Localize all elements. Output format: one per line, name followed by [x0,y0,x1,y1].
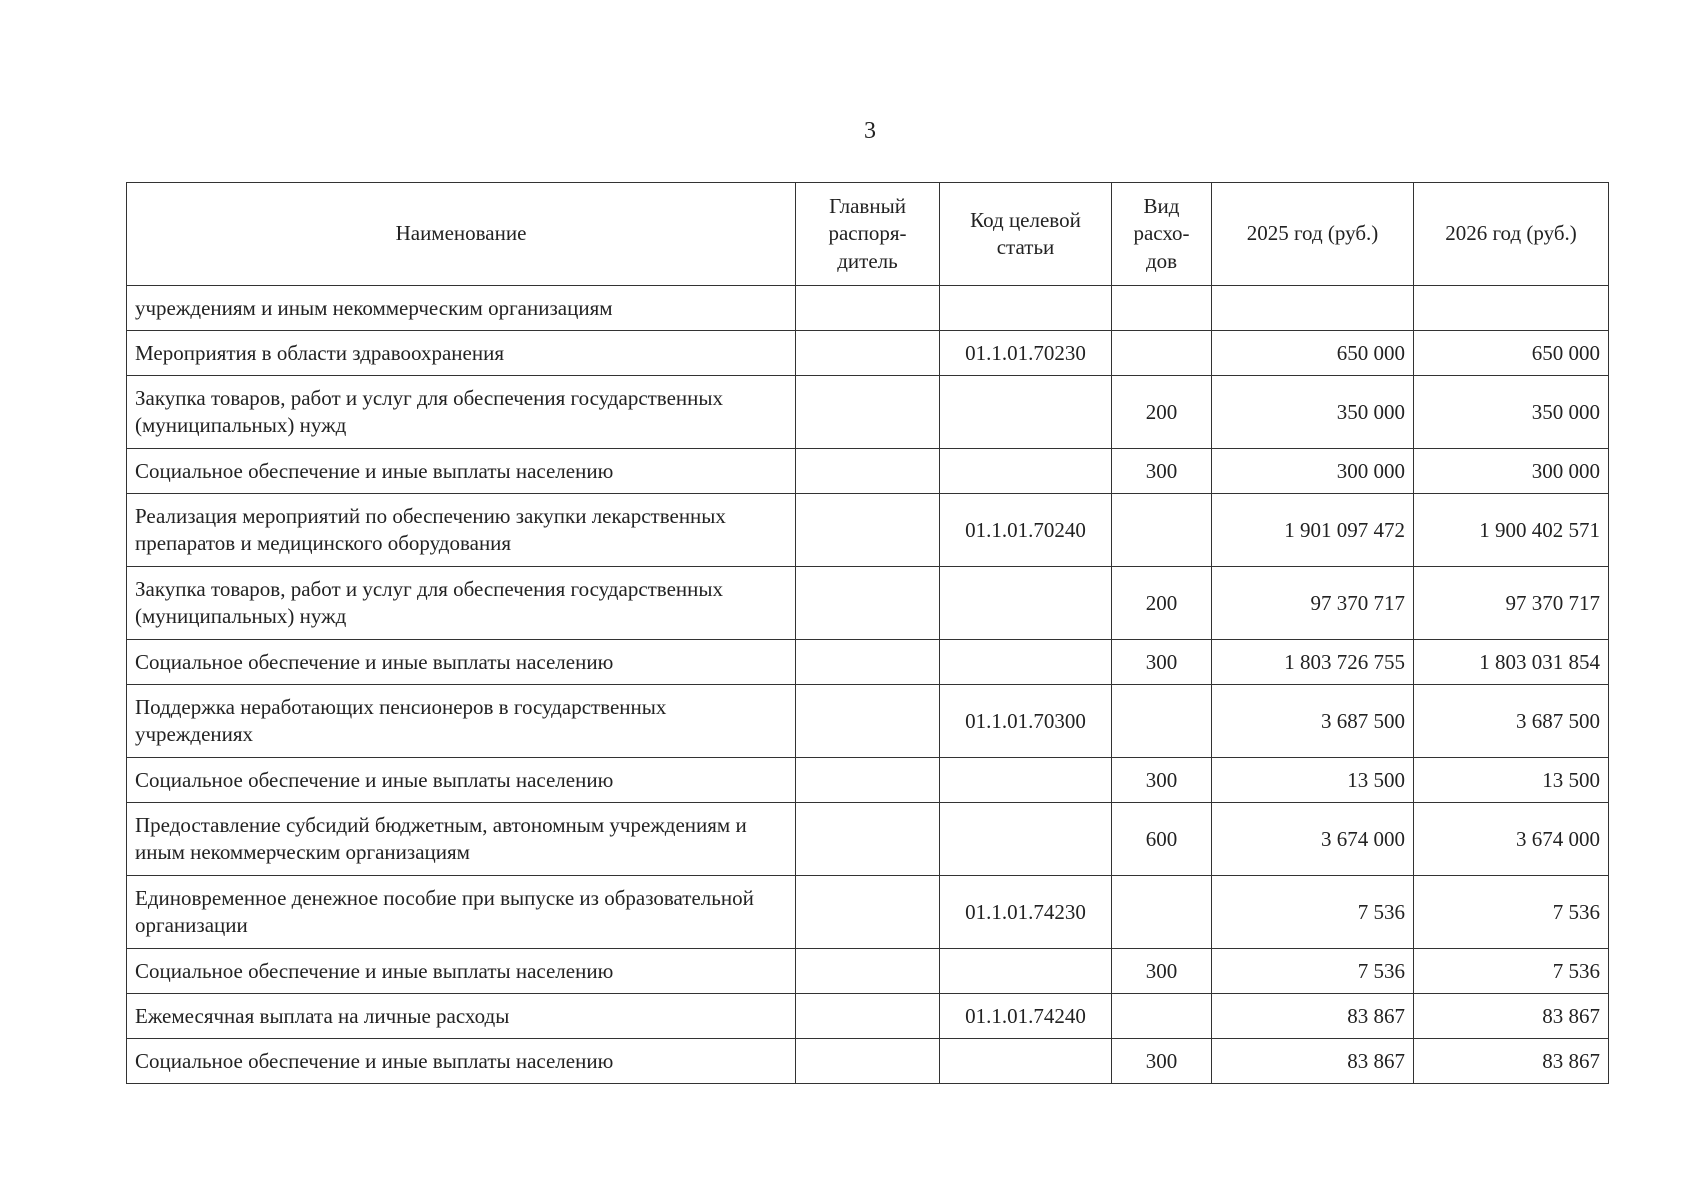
cell-2025: 1 803 726 755 [1212,640,1414,685]
cell-code [940,758,1112,803]
cell-name: Социальное обеспечение и иные выплаты населению [127,1039,796,1084]
cell-name: Ежемесячная выплата на личные расходы [127,994,796,1039]
cell-2025: 7 536 [1212,876,1414,949]
table-row [127,994,1609,1039]
table-row [127,331,1609,376]
cell-kind: 300 [1112,449,1212,494]
cell-name: Закупка товаров, работ и услуг для обеспечения государственных (муниципальных) нужд [127,567,796,640]
cell-name: Мероприятия в области здравоохранения [127,331,796,376]
cell-2026: 83 867 [1414,1039,1609,1084]
header-name: Наименование [127,183,796,286]
table-row [127,803,1609,876]
cell-kind: 300 [1112,949,1212,994]
cell-kind: 300 [1112,1039,1212,1084]
cell-kind: 200 [1112,376,1212,449]
cell-2026: 1 900 402 571 [1414,494,1609,567]
header-code: Код целевой статьи [940,183,1112,286]
cell-kind [1112,876,1212,949]
cell-code: 01.1.01.74240 [940,994,1112,1039]
page-number: 3 [864,118,876,144]
cell-admin [796,685,940,758]
cell-admin [796,758,940,803]
cell-2025 [1212,286,1414,331]
table-row [127,876,1609,949]
cell-kind [1112,331,1212,376]
cell-code: 01.1.01.70230 [940,331,1112,376]
cell-2025: 7 536 [1212,949,1414,994]
cell-name: Социальное обеспечение и иные выплаты населению [127,640,796,685]
cell-kind [1112,994,1212,1039]
cell-2026 [1414,286,1609,331]
cell-2026: 650 000 [1414,331,1609,376]
cell-2025: 3 674 000 [1212,803,1414,876]
cell-2025: 1 901 097 472 [1212,494,1414,567]
table-row [127,1039,1609,1084]
table-row [127,758,1609,803]
cell-admin [796,494,940,567]
cell-kind [1112,286,1212,331]
table-row [127,640,1609,685]
cell-admin [796,803,940,876]
budget-table [126,182,1609,1084]
cell-admin [796,640,940,685]
table-header-row [127,183,1609,286]
cell-2026: 350 000 [1414,376,1609,449]
cell-name: Социальное обеспечение и иные выплаты населению [127,949,796,994]
cell-admin [796,876,940,949]
cell-name: учреждениям и иным некоммерческим организациям [127,286,796,331]
cell-2025: 83 867 [1212,1039,1414,1084]
cell-name: Социальное обеспечение и иные выплаты населению [127,758,796,803]
table-row [127,567,1609,640]
cell-kind: 300 [1112,640,1212,685]
cell-2025: 3 687 500 [1212,685,1414,758]
cell-name: Реализация мероприятий по обеспечению закупки лекарственных препаратов и медицинского оборудования [127,494,796,567]
cell-2026: 13 500 [1414,758,1609,803]
cell-code [940,567,1112,640]
cell-2025: 300 000 [1212,449,1414,494]
header-2025: 2025 год (руб.) [1212,183,1414,286]
cell-name: Закупка товаров, работ и услуг для обеспечения государственных (муниципальных) нужд [127,376,796,449]
cell-code: 01.1.01.74230 [940,876,1112,949]
cell-admin [796,286,940,331]
table-row [127,376,1609,449]
cell-2026: 7 536 [1414,949,1609,994]
cell-kind: 200 [1112,567,1212,640]
cell-kind [1112,685,1212,758]
cell-code [940,286,1112,331]
cell-2025: 97 370 717 [1212,567,1414,640]
cell-admin [796,331,940,376]
cell-2026: 1 803 031 854 [1414,640,1609,685]
cell-2026: 97 370 717 [1414,567,1609,640]
cell-code [940,949,1112,994]
cell-kind: 300 [1112,758,1212,803]
cell-name: Социальное обеспечение и иные выплаты населению [127,449,796,494]
cell-2026: 7 536 [1414,876,1609,949]
cell-kind [1112,494,1212,567]
table-row [127,449,1609,494]
cell-code: 01.1.01.70300 [940,685,1112,758]
cell-admin [796,949,940,994]
cell-2026: 3 687 500 [1414,685,1609,758]
table-row [127,949,1609,994]
cell-2025: 650 000 [1212,331,1414,376]
cell-2026: 300 000 [1414,449,1609,494]
cell-admin [796,1039,940,1084]
table-row [127,494,1609,567]
cell-admin [796,449,940,494]
cell-code [940,376,1112,449]
cell-code: 01.1.01.70240 [940,494,1112,567]
cell-admin [796,376,940,449]
header-2026: 2026 год (руб.) [1414,183,1609,286]
header-kind: Вид расхо-дов [1112,183,1212,286]
cell-2025: 13 500 [1212,758,1414,803]
cell-kind: 600 [1112,803,1212,876]
cell-2026: 83 867 [1414,994,1609,1039]
cell-code [940,449,1112,494]
table-row [127,685,1609,758]
cell-name: Единовременное денежное пособие при выпуске из образовательной организации [127,876,796,949]
cell-code [940,803,1112,876]
cell-2026: 3 674 000 [1414,803,1609,876]
cell-2025: 83 867 [1212,994,1414,1039]
cell-admin [796,567,940,640]
cell-code [940,640,1112,685]
cell-name: Предоставление субсидий бюджетным, автономным учреждениям и иным некоммерческим организациям [127,803,796,876]
cell-code [940,1039,1112,1084]
cell-admin [796,994,940,1039]
cell-2025: 350 000 [1212,376,1414,449]
cell-name: Поддержка неработающих пенсионеров в государственных учреждениях [127,685,796,758]
table-row [127,286,1609,331]
header-admin: Главный распоря-дитель [796,183,940,286]
